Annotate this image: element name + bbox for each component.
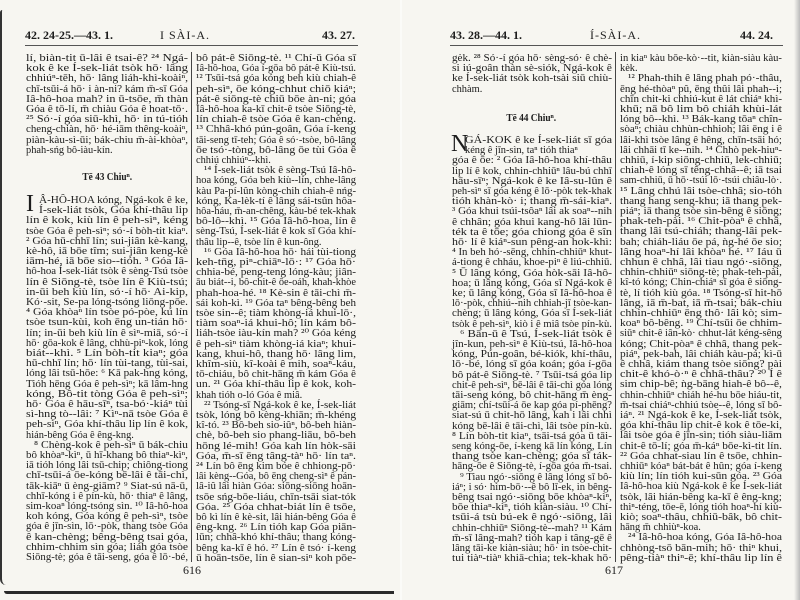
text-line-content: hôa-háu, m̄-an-chêng, kàu-bé tek-khak: [196, 206, 357, 217]
text-line-content: hōng lé-mih! Góa kah lín hòk-sāi: [196, 440, 356, 452]
page-number: 616: [183, 563, 201, 577]
text-line-content: chhin-chhiūⁿ chiáh hé-hu bōe hiáu-tit,: [620, 389, 782, 401]
text-line-content: lóng lâi tsū-hōe: ⁶ Kā pak-hng kóng,: [26, 368, 188, 380]
text-line-content: iām-hé, iā bōe sio--tióh. ³ Góa Iâ-: [26, 256, 189, 268]
text-line-content: Kó·-sit, Se-pa lóng-tsóng liōng-pōe.: [26, 297, 188, 308]
text-line-content: ū hoān-tsōe, lín ê sian-siⁿ koh pōe-: [196, 552, 357, 564]
text-line-content: tè, lí tióh kiù góa. ¹⁸ Tsóng-sī hit-hō: [620, 287, 783, 299]
text-line-content: chhòng-tsō bān-mih; hō· thiⁿ khui,: [620, 542, 783, 554]
text-line-content: chhiūⁿ kóaⁿ bát-bát ê hûn; góa í-keng: [620, 461, 783, 472]
text-line-content: bōe thiaⁿ-kìⁿ, tióh kiàn-siàu. ¹⁰ Chí-: [452, 502, 612, 514]
text-line-content: phah-sńg bô-iàu-kín.: [26, 144, 113, 156]
text-line-content: chè, bô-beh sio phang-liāu, bô-beh: [196, 430, 357, 442]
text-line-content: lâi-khì tsòe lâng ê hêng, chīn-tsāi hó;: [620, 134, 782, 146]
text-line-content: ⁵ Ū lâng kóng, Góa hòk-sāi Iâ-hô-: [452, 267, 613, 279]
text-line-content: êng-kng. ²⁶ Lín tióh kap Góa piān-: [196, 522, 356, 534]
text-line-content: Iâ-hô-hoa mah? in ū-tsōe, m̄ thàn: [26, 93, 189, 105]
text-line-content: chhin-chhiūⁿ Siōng-tè--mah? ¹¹ Kám: [452, 522, 612, 534]
text-line-content: chiah-ê lóng sī têng-chhâ--ê; iā tsai: [620, 165, 782, 177]
header-reference-right: 44. 24.: [740, 28, 773, 42]
text-line-content: sam-chhiū, ū hō·-tsúi lō·-tsúi chiâu-lò·.: [620, 175, 782, 187]
text-line-content: á-tiong ê chháu, khoe-piⁿ ê liú-chhiū.: [452, 257, 613, 269]
text-line-content: ⁸ Chèng-kok ê peh-sìⁿ ū bák-chiu: [34, 439, 189, 451]
text-line-content: tsōe sńg-bōe-liáu, chīn-tsāi siat-tók: [196, 491, 357, 503]
text-line-content: Góa. ²⁵ Góa chhat-biát lín ê tsōe,: [196, 501, 356, 513]
text-line-content: lín; in-ūi beh kiù lín ê sìⁿ-miā, só·-í: [26, 327, 188, 339]
text-line-content: kiò; soaⁿ-thâu, chhiū-bâk, bô chit-: [620, 512, 782, 523]
header-rule: [25, 45, 358, 46]
text-line-content: peh-sìⁿ sī góa kéng ê lō·-pòk tek-khak: [452, 186, 612, 197]
text-line-content: chit-ê peh-sìⁿ, bē-lâi ê tāi-chì góa lóng: [452, 379, 613, 391]
column-divider: [615, 52, 616, 562]
text-line-content: lō·-pòk, chhiú--nih chhiah-jī tsòe-kan-: [452, 298, 613, 310]
text-line-content: gėk. ²⁸ Só·-í góa hō· sèng-só· ê chè-: [452, 53, 613, 64]
text-line-content: ²⁵ Só·-í góa siū-khì, hō· in tú-tióh: [26, 114, 189, 126]
text-line-content: lâi kèng--Góa, bô ēng cheng-sìⁿ ê pán-: [196, 471, 356, 483]
text-line-content: chī-tsūi-á hō· i àn-ni? kám m̄-sī Góa: [26, 83, 188, 95]
text-line-content: chī-tsūi-á ōe-kóng bē-lâi ê tāi-chì,: [26, 470, 188, 482]
text-line-content: tāi-seng kóng, bô chit-hāng m̄ èng-: [452, 390, 612, 401]
text-line-content: iáⁿ; i só· hìm-bō·--ê bô lī-ek, in bêng-: [452, 481, 612, 493]
text-line-content: Góa ê tō-lí, m̄ chiàu Góa ê hoat-tō·.: [26, 104, 188, 115]
text-line-content: khah tióh o-ló Góa ê miâ.: [196, 389, 303, 401]
text-line-content: kóng; Chit-pòaⁿ ê chhâ, thang pek-: [620, 338, 783, 350]
text-line-content: sim chip-bê; ǹg-bāng hiah-ê bô--ê,: [620, 379, 782, 391]
text-line-content: ¹⁵ Lâng chhú lâi tsòe-chhâ; sio-tóh: [620, 185, 782, 197]
text-line-content: m̄-tsai chiáⁿ-chhiú tsòe--ê, lóng sī bô-: [620, 399, 782, 411]
text-line-content: kàu Pa-pí-lûn kòng-chih chiah-ê nńg-: [196, 185, 357, 197]
text-line-content: bô kì lín ê kè-sit, lâi hián-bêng Góa ê: [196, 512, 356, 523]
text-line-content: hāng m̄ chhiùⁿ-koa.: [620, 522, 701, 534]
page-edge: [794, 0, 800, 600]
text-line-content: chhin-chhiūⁿ ēng thô· lâi kò; sim-: [620, 308, 783, 319]
chapter-heading: Tē 43 Chiuⁿ.: [82, 171, 133, 183]
text-line-content: lip lí ê kok, chhin-chhiūⁿ lâu-bú chhī: [452, 165, 612, 177]
text-line-content: lín chiah-ê tsòe Góa ê kan-chèng.: [196, 114, 357, 126]
text-line-content: lín ê Siōng-tè, tsòe lín ê Kiù-tsú;: [26, 276, 189, 288]
header-book-title: Í-SÀI-A.: [590, 28, 641, 42]
text-line-content: hū-chhī lín; hō· lín tùi-tang, tùi-sai,: [26, 358, 189, 370]
text-line-content: chīn chit-ki chhiú-kut ê lát chiáⁿ khì-: [620, 93, 783, 105]
text-line-content: seng kóng-ōe, í-keng kā lín kóng, Lín: [452, 441, 613, 452]
header-reference-left: 42. 24-25.—43. 1.: [25, 28, 113, 42]
text-line-content: tō-chiáu, bô chit-hāng m̄ kám Góa ê: [196, 369, 356, 381]
text-line-content: in-ūi beh kiù lín, só·-í hō· Ai-kip,: [26, 286, 189, 298]
text-line-content: tui tiàⁿ-tiàⁿ khiā-chia; tek-khak hō·: [452, 553, 613, 565]
text-line-content: lâng tāi-ke kiàn-siàu; hō· in tsòe-chit-: [452, 543, 612, 554]
text-line-content: góa ê jīn-sìn, lō·-pòk, thang tsòe Góa: [26, 521, 188, 533]
text-line-content: biát--khì. ⁵ Lín bòh-tit kiaⁿ; góa: [26, 348, 189, 359]
text-line-content: iáⁿ. ²¹ Ngá-kok ê ke, Í-sek-liát tsòk,: [620, 410, 783, 421]
text-line-content: hō· gōa-kok ê lâng, chhù-piⁿ-kok, lóng: [26, 337, 188, 349]
text-line-content: peh-sìⁿ, Góa khí-thâu lip lín ê kok,: [26, 419, 189, 431]
text-line-content: hāu-sīⁿ; Ngá-kok ê ke Iâ-su-lûn ê: [452, 175, 612, 187]
text-line-content: chhin-chhiūⁿ siōng-tè; phak-teh-pài,: [620, 267, 782, 279]
text-line-content: si iú-goân thàn sè-siók, Ngá-kok ê: [452, 63, 612, 75]
text-line-content: ⁴ In beh hó·-sēng, chhin-chhiūⁿ khut-: [452, 247, 613, 259]
text-line-content: tāi-seng tī-teh; Góa ê só·-tsòe, bô-lâng: [196, 134, 357, 146]
text-line-content: chhàm.: [452, 83, 483, 95]
text-line-content: Iâ-hô-hoa ka-kī chit-ê tsòe Siōng-tè,: [196, 104, 356, 115]
text-line-content: ēng hé-thòaⁿ pû, ēng thûi lâi phah--i;: [620, 83, 783, 95]
text-line-content: chit-ê khó-ò·ⁿ ê chhâ-thâu? ²⁰ Í ê: [620, 369, 782, 381]
text-line-content: Tióh hēng Góa ê peh-sìⁿ; kā lâm-hng: [26, 378, 188, 390]
text-line-content: lâng hoaⁿ-hí lâi khòaⁿ hé. ¹⁷ Iáu ū: [620, 246, 782, 258]
text-line-content: Siōng-tè; góa ê tāi-seng, góa ê lō·-bé,: [26, 552, 189, 563]
text-line-content: ke Í-sek-liát tsòk koh-tsài siū chiù-: [452, 73, 613, 85]
text-line-content: lâng, iā m̄-bat, iā m̄-tsai; bák-chiu: [620, 297, 783, 309]
text-line-content: ¹³ Chhâ-khó pún-goân, Góa í-keng: [196, 124, 356, 136]
text-line-content: tsòe sin--ê; tiàm khòng-iá khui-lō·,: [196, 308, 356, 319]
chapter-heading: Tē 44 Chiuⁿ.: [506, 112, 557, 124]
text-line-content: khū; nā bô lim bô chiáh khùi-lát: [620, 104, 782, 115]
text-line-content: lín ê kok, kiù lín ê peh-sìⁿ, kéng: [26, 215, 189, 227]
text-line: [620, 553, 782, 564]
text-line-content: lâi chhāi tī ke--nih. ¹⁴ Chhò pek-hiuⁿ-: [620, 144, 782, 156]
text-line-content: ¹² Phah-thih ê lâng phah pó·-thâu,: [628, 73, 782, 85]
text-line-content: ¹⁴ Í-sek-liát tsòk ê sèng-Tsú Iâ-hô-: [204, 165, 356, 177]
text-line-content: thang lâi tsú-chiáh; thang-lâi pek-: [620, 226, 782, 238]
text-line-content: pêng-tiàⁿ thiⁿ-ē; khí-thâu lip lín ê: [620, 552, 782, 564]
text-line-content: chhun ê chhâ, lâi tiau ngó·-siōng,: [620, 257, 782, 268]
text-line-content: bô pát-ê Siōng-tè. ⁷ Tsūi-tsá góa lip: [452, 369, 613, 381]
text-line-content: kóng bē-lâi ê tāi-chì, lâi tsòe pín-kù.: [452, 420, 612, 432]
text-line-content: tiàm soaⁿ-iá khui-hô; lín kám bô-: [196, 318, 357, 330]
text-line-content: bô khòaⁿ-kìⁿ, ū hī-khang bô thiaⁿ-kìⁿ,: [26, 450, 188, 461]
text-line-content: ê chhâ, kiám thang tsòe siōng? pài: [620, 359, 782, 370]
text-line-content: kè-hô, iā bōe tîm; sui-jiân keng-kè: [26, 246, 189, 257]
text-line-content: góa ê ōe: ² Góa Iâ-hô-hoa khí-thâu: [452, 155, 612, 167]
text-line-content: phak-teh-pài. ¹⁶ Chit-pòaⁿ ê chhâ,: [620, 216, 783, 228]
text-line-content: Í-sek-liát tsòk, Góa khí-thâu lip: [39, 205, 189, 217]
text-line-content: lí, biàn-tit ū-lâi ê tsai-ê? ²⁴ Ngá-: [26, 53, 189, 64]
text-line-content: chhī-kóng i ê pín-kù, hō· thiaⁿ ê lâng,: [26, 490, 189, 502]
text-line-content: ⁴ Góa khòaⁿ lín tsòe pó-pòe, kú lín: [26, 307, 188, 319]
text-line-content: Góa, m̄-sī ēng tâng-tàⁿ hō· lín taⁿ.: [196, 450, 357, 462]
text-line-content: hoa kóng, Góa beh kiù--lín, chhe-lâng: [196, 175, 357, 187]
text-line-content: hāng-ōe ê Siōng-tè, í-gōa góa m̄-tsai.: [452, 461, 612, 473]
text-line-content: Iâ-hô-hoa, Góa í-gōa bô pát-ê Kiù-tsú.: [196, 63, 357, 75]
page-edge: [0, 10, 6, 585]
text-line-content: ²² Góa chhat-siau lín ê tsōe, chhin-: [620, 450, 783, 462]
text-line-content: lóng bô--khì. ¹³ Bák-kang tōaⁿ chîn-: [620, 114, 782, 126]
text-line-content: lâ-iû lâi hiàn Góa: siōng-siōng hoān-: [196, 481, 356, 493]
text-line-content: phah-hoa-hé. ¹⁸ Kè-sin ê tāi-chì m̄-: [196, 287, 356, 299]
text-line-content: piáⁿ, pek-bah, lâi chiáh kàu-pá; kì-ū: [620, 348, 783, 360]
drop-cap: I: [26, 191, 34, 217]
text-line-content: ték ta ê tōe; góa chiong góa ê sîn: [452, 226, 613, 238]
text-line: [26, 145, 188, 156]
text-line-content: siūⁿ chit-ê iân-kò· chhut-lát kéng-sêng: [620, 328, 782, 340]
text-line-content: thiⁿ-téng, tōe-ē, lóng tióh hoaⁿ-hí kiù-: [620, 501, 782, 513]
text-line-content: ¹⁶ Góa Iâ-hô-hoa hō· hái tùi-tiong: [204, 246, 357, 258]
text-line-content: piáⁿ; iā thang tsòe sìn-bêng ê siōng;: [620, 206, 783, 217]
text-line-content: chhim-chhim sìn góa; liáh góa tsòe: [26, 541, 189, 553]
text-line-content: lō·-bé, lóng sī góa koán; góa í-gōa: [452, 359, 612, 371]
text-line-content: kéng ê jīn-sìn, taⁿ tióh thiaⁿ: [465, 145, 578, 157]
text-line-content: Â-HÔ-HOA kóng, Ngá-kok ê ke,: [39, 195, 189, 206]
right-page: [402, 0, 800, 600]
text-line-content: sì-hng tò--lâi: ⁷ Kìⁿ-nā tsòe Góa ê: [26, 409, 189, 421]
text-line-content: liáh-tsòe iàu-kín mah? ²⁰ Góa kéng: [196, 328, 357, 340]
text-line-content: chit-ê tō-lí; góa m̄-káⁿ bōe-kì-tit lín.: [620, 440, 782, 452]
text-line-content: kang, khui-hô, thang hō· lâng lim,: [196, 348, 357, 360]
text-line-content: thâu lip--ê, tsòe lín ê kun-ông.: [196, 236, 322, 248]
text-line-content: kiù lín; lín tióh kui-sūn góa. ²³ Góa: [620, 471, 782, 483]
text-line-content: lūn; chhâ-khó khí-thâu; thang kóng-: [196, 532, 356, 544]
text-line-content: tsòk ê peh-sìⁿ, kiò i ê miâ tsòe pín-kù.: [452, 318, 612, 330]
text-line-content: tāk-kiāⁿ ū èng-giām? ⁹ Siat-sú nā-ū,: [26, 480, 189, 492]
text-line-content: ²⁴ Iâ-hô-hoa kóng, Góa Iâ-hô-hoa: [628, 532, 782, 544]
text-line-content: kî-tó. ²³ Bô-beh sio-iûⁿ, bô-beh hiàn-: [196, 420, 356, 432]
text-line-content: ¹² Tsūi-tsá góa kóng beh kiù chiah-ê: [196, 73, 357, 85]
text-line-content: tióh khàn-kò· i; thang m̄-sái-kiaⁿ.: [452, 196, 612, 208]
text-line-content: tsòe tsun-kùi, koh ēng un-tián hō·: [26, 317, 189, 329]
text-line-content: ⁹ Tiau ngó·-siōng ê lâng lóng sī bô-: [460, 471, 612, 483]
text-line-content: hoa; ū lâng kóng, Góa sī Ngá-kok ê: [452, 277, 613, 289]
text-line-content: tsòe Góa ê peh-sìⁿ; só·-í bòh-tit kiaⁿ.: [26, 225, 189, 237]
text-line-content: tsūi-á tsù bú-ek ê ngó·-siōng, lâi: [452, 512, 613, 524]
text-line-content: kóng, Ka-lèk-tí ê lâng sái-tsûn hôa-: [196, 195, 356, 207]
text-line-content: ⁸ Lín bòh-tit kiaⁿ, tsāi-tsá góa ū tāi-: [452, 430, 612, 442]
text-line-content: ê kan-chèng; bêng-bêng tsai góa,: [26, 531, 188, 543]
text-line-content: thang tsòe kan-chèng; góa sī ták-: [452, 451, 612, 463]
text-line-content: chhiū, í-kip siōng-chhiū, lek-chhiū;: [620, 155, 783, 166]
text-line: [26, 552, 188, 563]
text-line-content: kok ê ke Í-sek-liát tsòk hō· lâng: [26, 63, 189, 75]
text-line: [452, 84, 612, 95]
header-book-title: I SÀI-A.: [160, 28, 210, 42]
text-line-content: sim-koaⁿ lóng-tsóng sìn. ¹⁰ Iâ-hô-hoa: [26, 501, 188, 512]
text-line-content: khîm-siù, kî-koài ê mih, soaⁿ-káu,: [196, 359, 356, 370]
page-edge: [4, 591, 394, 594]
text-line-content: in kiaⁿ kàu bōe-kò·--tit, kiàn-siàu kàu-: [620, 53, 782, 64]
text-line-content: bô pát-ê Siōng-tè. ¹¹ Chí-ū Góa sī: [196, 53, 357, 64]
text-line-content: góa khí-thâu lip chit-ê kok ê tōe-ki,: [620, 420, 783, 432]
text-line-content: keh-tn̄g, piⁿ-chiāⁿ-lō·: ¹⁷ Góa hō·: [196, 257, 356, 268]
text-line-content: peh-sìⁿ, ōe kóng-chhut chiō kiáⁿ;: [196, 83, 357, 95]
text-line-content: sái koh-kì. ¹⁹ Góa taⁿ bêng-bêng beh: [196, 297, 357, 309]
text-line-content: ² Góa hū-chhī lín; sui-jiân kè-kang,: [26, 235, 189, 247]
text-line-content: āu biát--i, bô-chit-ê ōe-oáh, khah-khòe: [196, 277, 356, 289]
text-line-content: hō· lí ê kiáⁿ-sun pêng-an hok-khì:: [452, 237, 613, 248]
drop-cap: N: [451, 131, 469, 157]
text-line-content: kóng, Bô-tit tòng Góa ê peh-sìⁿ;: [26, 388, 188, 400]
text-line-content: chhiúⁿ-tēh, hō· lâng liáh-khì-koàiⁿ,: [26, 73, 189, 85]
text-line-content: GÁ-KOK ê ke Í-sek-liát sī góa: [465, 135, 613, 146]
header-reference-right: 43. 27.: [322, 28, 355, 42]
text-line-content: chèng; ū lâng kóng, Góa sī Í-sek-liát: [452, 308, 612, 320]
text-line-content: bô-lô--khì. ¹⁵ Góa Iâ-hô-hoa, lín ê: [196, 216, 356, 228]
text-line-content: thang hang seng-khu; iā thang pek-: [620, 195, 782, 207]
text-line-content: ōe tsó·-tòng, bô-lâng ōe tùi Góa ê: [196, 144, 356, 156]
page-number: 617: [605, 563, 623, 577]
text-line-content: ²² Tsóng-sī Ngá-kok ê ke, Í-sek-liát: [204, 399, 356, 411]
text-line-content: hô-hoa Í-sek-liát tsòk ê sèng-Tsú tsòe: [26, 266, 189, 278]
text-line-content: sèng-Tsú, Í-sek-liát ê kok sī Góa khí-: [196, 226, 356, 238]
text-line-content: bêng tsai ngó·-siōng bōe khòaⁿ-kìⁿ,: [452, 492, 612, 503]
text-line-content: sòaⁿ; chiàu chhùn-chhioh; lâi ēng i ê: [620, 124, 783, 136]
text-line-content: ke; ū lâng kóng, Góa sī Iâ-hô-hoa ê: [452, 288, 612, 299]
text-line-content: koh kóng, Góa kóng ê peh-sìⁿ, tsòe: [26, 511, 188, 523]
column-divider: [191, 52, 192, 562]
text-line-content: ê peh-sìⁿ tiàm khòng-iá kiaⁿ; khui-: [196, 338, 356, 350]
text-line-content: un. ²¹ Góa khí-thâu lip ê kok, koh-: [196, 379, 357, 391]
header-rule: [450, 45, 783, 46]
text-line-content: chhiú chhiúⁿ--khì.: [196, 155, 271, 166]
text-line-content: lâi tsòe góa ê jīn-sìn; tióh siàu-liām: [620, 430, 783, 442]
text-line-content: jîn-kun, peh-sìⁿ ê Kiù-tsú, Iâ-hô-hoa: [452, 339, 613, 350]
text-line-content: kèk.: [620, 63, 638, 75]
text-line-content: ²⁴ Lín bô ēng kim bóe ê chhiong-pō·: [196, 461, 356, 472]
text-line-content: pát-ê siōng-tè chiū bōe àn-ni; góa: [196, 93, 357, 105]
text-line-content: kî-tó kóng; Chin-chiáⁿ sī góa ê siōng-: [620, 277, 783, 289]
text-line-content: ³ Góa khui tsúi-tsôaⁿ lâi ak soaⁿ--nih: [452, 206, 612, 218]
text-line-content: m̄-sī lâng-mah? tióh kap i tâng-gē ê: [452, 532, 612, 544]
text-line: [196, 553, 356, 564]
text-line-content: Iâ-hô-hoa kiù Ngá-kok ê ke Í-sek-liát: [620, 481, 783, 493]
text-line-content: giām; chí-tsūi-á ōe kap góa pí-phēng?: [452, 400, 612, 412]
text-line-content: iā tióh lóng lâi tsū-chip; chiông-tiong: [26, 460, 188, 472]
text-line-content: koaⁿ bô-bêng. ¹⁹ Chí-tsūi ōe chhim-: [620, 318, 782, 330]
text-line-content: bêng ka-kī ê hó. ²⁷ Lín ê tsó· í-keng: [196, 542, 356, 554]
text-line-content: ⁶ Bān-ū ê Tsú, Í-sek-liát tsòk ê: [460, 328, 612, 340]
text-line-content: bah; chiáh-liáu ōe pá, ǹg-hé ōe sio;: [620, 236, 783, 248]
text-line-content: ê chhân; góa khui kang-hô lâi lūn-: [452, 216, 612, 228]
header-reference-left: 43. 28.—44. 1.: [450, 28, 522, 42]
text-line-content: piàn-kàu-sì-ūi; bák-chiu m̄-ài-khòaⁿ,: [26, 134, 189, 146]
text-line-content: hián-bêng Góa ê êng-kng.: [26, 429, 134, 441]
text-line-content: tsòk, lâi hián-bêng ka-kī ê êng-kng;: [620, 491, 782, 503]
text-line: [452, 553, 612, 564]
text-line-content: hō· Góa ê hāu-sīⁿ, tsa-bó·-kiáⁿ tùi: [26, 399, 188, 410]
text-line-content: tsòk, lóng bô kèng-khiān; m̄-khéng: [196, 410, 357, 421]
text-line-content: kóng, Pún-goân, bé-kiók, khí-thâu,: [452, 349, 612, 361]
text-line-content: siat-sú ū chit-hō lâng, kah i lâi chhì: [452, 410, 612, 422]
text-line-content: chhia-bé, peng-teng lóng-kàu; jiân-: [196, 267, 357, 279]
text-line-content: cheng-chiàn, hō· hé-iām thêng-koàiⁿ,: [26, 124, 189, 136]
